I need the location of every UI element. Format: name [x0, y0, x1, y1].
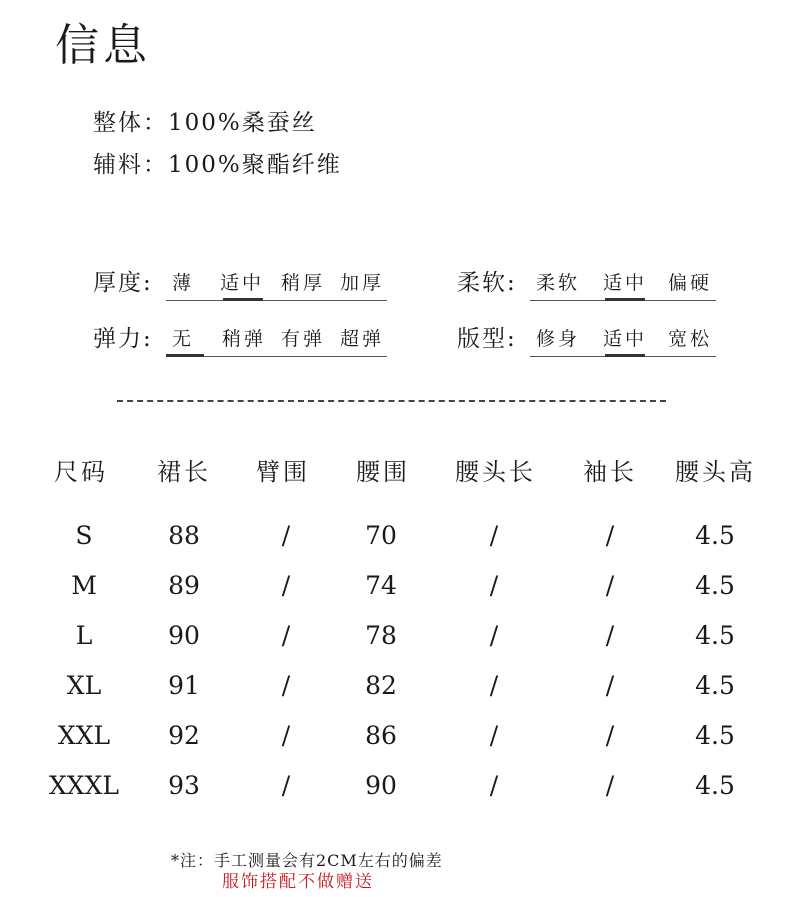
cell-size: M [71, 571, 97, 600]
elasticity-option-super: 超弹 [340, 328, 385, 350]
material-lining [93, 150, 342, 180]
cell-arm: / [281, 721, 291, 750]
cell-sleeve: / [605, 621, 615, 650]
fit-option-medium: 适中 [603, 328, 648, 350]
cell-waistband-height: 4.5 [695, 721, 735, 750]
material-lining-value: 100%聚酯纤维 [168, 152, 342, 178]
cell-waistband-length: / [489, 771, 499, 800]
cell-waist: 82 [365, 671, 397, 700]
fit-label: 版型: [457, 326, 517, 352]
page-title: 信息 [55, 20, 151, 71]
cell-waistband-height: 4.5 [695, 771, 735, 800]
cell-waist: 74 [365, 571, 397, 600]
thickness-option-thick: 加厚 [340, 272, 385, 294]
cell-sleeve: / [605, 571, 615, 600]
elasticity-selected-mark [166, 354, 204, 357]
cell-sleeve: / [605, 771, 615, 800]
cell-size: S [75, 521, 93, 550]
header-skirt-length: 裙长 [157, 458, 211, 486]
cell-waistband-height: 4.5 [695, 521, 735, 550]
styling-note: 服饰搭配不做赠送 [222, 872, 374, 892]
cell-waistband-height: 4.5 [695, 621, 735, 650]
material-main-sep: ： [143, 110, 168, 136]
cell-waist: 78 [365, 621, 397, 650]
softness-option-medium: 适中 [603, 272, 648, 294]
softness-selected-mark [605, 298, 645, 301]
material-lining-sep: ： [143, 152, 168, 178]
material-main [93, 108, 317, 138]
cell-waist: 70 [365, 521, 397, 550]
elasticity-option-stretch: 有弹 [281, 328, 326, 350]
cell-waistband-length: / [489, 571, 499, 600]
cell-skirt-length: 93 [168, 771, 200, 800]
cell-arm: / [281, 671, 291, 700]
header-waistband-length: 腰头长 [455, 458, 536, 486]
cell-waist: 86 [365, 721, 397, 750]
cell-sleeve: / [605, 671, 615, 700]
fit-selected-mark [605, 354, 645, 357]
measurement-note: *注：手工测量会有2CM左右的偏差 [171, 851, 443, 870]
cell-size: XL [66, 671, 102, 700]
cell-size: XXL [57, 721, 111, 750]
cell-skirt-length: 88 [168, 521, 200, 550]
header-arm-circumference: 臂围 [256, 458, 310, 486]
material-lining-label: 辅料 [93, 152, 143, 178]
dashed-divider [117, 400, 666, 402]
softness-label: 柔软: [457, 270, 517, 296]
fit-option-slim: 修身 [536, 328, 581, 350]
softness-option-soft: 柔软 [536, 272, 581, 294]
header-waist: 腰围 [356, 458, 410, 486]
cell-waistband-length: / [489, 621, 499, 650]
cell-size: L [75, 621, 93, 650]
header-size: 尺码 [54, 458, 108, 486]
cell-waistband-height: 4.5 [695, 571, 735, 600]
cell-waistband-height: 4.5 [695, 671, 735, 700]
cell-arm: / [281, 621, 291, 650]
cell-arm: / [281, 771, 291, 800]
thickness-underline [166, 300, 387, 301]
cell-skirt-length: 89 [168, 571, 200, 600]
header-sleeve-length: 袖长 [583, 458, 637, 486]
cell-skirt-length: 90 [168, 621, 200, 650]
thickness-selected-mark [223, 298, 263, 301]
cell-sleeve: / [605, 721, 615, 750]
fit-option-loose: 宽松 [668, 328, 713, 350]
cell-arm: / [281, 521, 291, 550]
cell-skirt-length: 92 [168, 721, 200, 750]
material-main-value: 100%桑蚕丝 [168, 110, 317, 136]
header-waistband-height: 腰头高 [675, 458, 756, 486]
cell-size: XXXL [49, 771, 119, 800]
thickness-option-slightly-thick: 稍厚 [281, 272, 326, 294]
thickness-option-medium: 适中 [220, 272, 265, 294]
cell-waist: 90 [365, 771, 397, 800]
material-main-label: 整体 [93, 110, 143, 136]
thickness-label: 厚度: [93, 270, 153, 296]
cell-waistband-length: / [489, 721, 499, 750]
cell-waistband-length: / [489, 521, 499, 550]
elasticity-label: 弹力: [93, 326, 153, 352]
cell-arm: / [281, 571, 291, 600]
softness-option-hard: 偏硬 [668, 272, 713, 294]
elasticity-option-none: 无 [172, 328, 195, 350]
cell-skirt-length: 91 [168, 671, 200, 700]
cell-sleeve: / [605, 521, 615, 550]
elasticity-option-slight: 稍弹 [222, 328, 267, 350]
thickness-option-thin: 薄 [172, 272, 195, 294]
cell-waistband-length: / [489, 671, 499, 700]
